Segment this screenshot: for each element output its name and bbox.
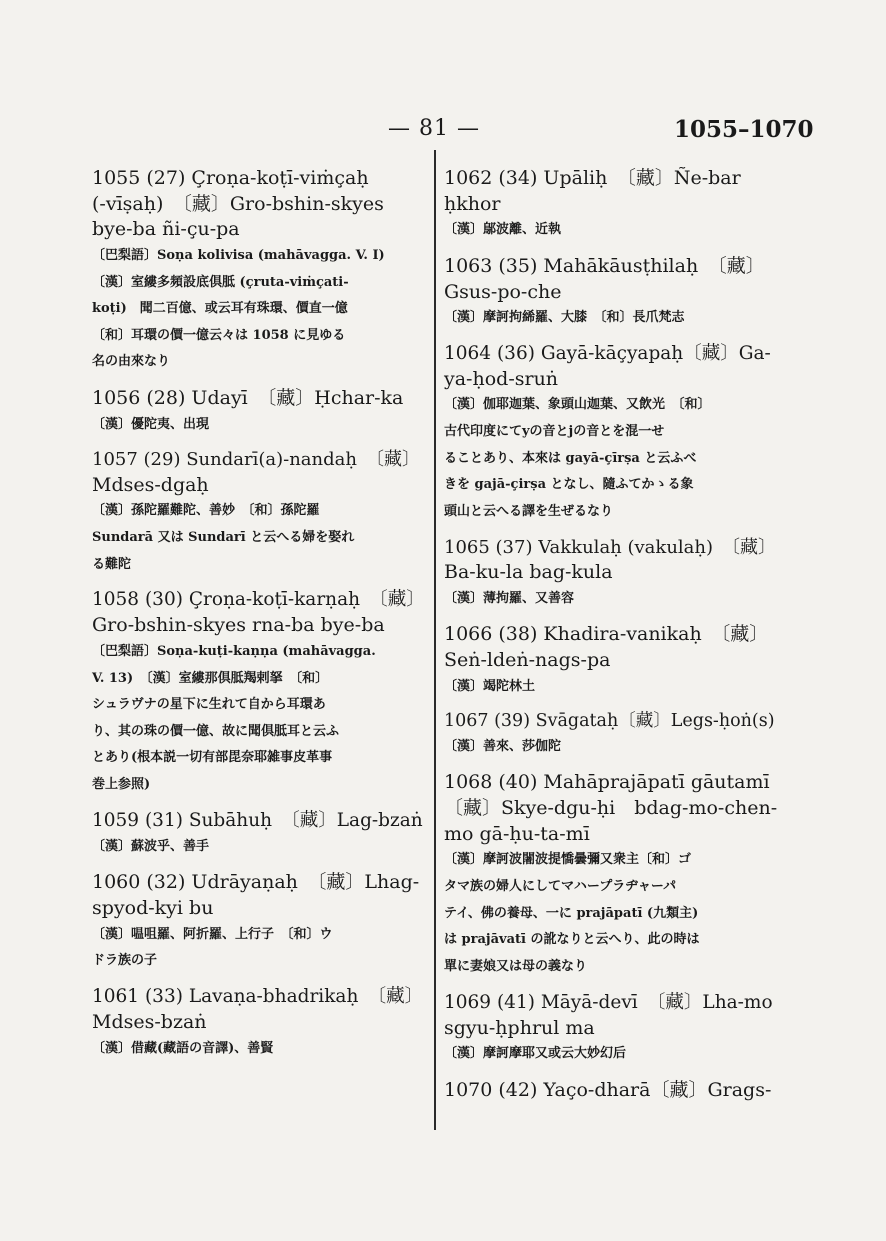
entry-headword-line: 1067 (39) Svāgataḥ〔藏〕Legs-ḥoṅ(s) xyxy=(444,711,775,732)
dictionary-entry xyxy=(92,985,426,1062)
entry-note-line: 〔漢〕薄拘羅、又善容 xyxy=(444,590,575,606)
entry-note-line: る難陀 xyxy=(92,556,132,572)
entry-headword-line: 1066 (38) Khadira-vanikaḥ 〔藏〕 xyxy=(444,623,769,646)
entry-note-line: koṭi) 聞二百億、或云耳有珠環、價直一億 xyxy=(92,301,348,317)
entry-note-line: 古代印度にてyの音とjの音とを混一せ xyxy=(444,424,665,440)
dictionary-entry xyxy=(92,166,426,376)
dictionary-entry xyxy=(444,1078,778,1104)
entry-note-line: 〔巴梨語〕Soṇa kolivisa (mahāvagga. V. I) xyxy=(92,247,385,263)
entry-note-line: 〔漢〕摩訶摩耶又或云大妙幻后 xyxy=(444,1046,627,1062)
column-divider xyxy=(434,150,436,1130)
dictionary-entry xyxy=(92,588,426,798)
entry-note-line: 巻上参照) xyxy=(92,777,151,793)
entry-headword-line: ḥkhor xyxy=(444,192,501,215)
dictionary-entry xyxy=(92,386,426,438)
dictionary-entry xyxy=(444,622,778,700)
entry-headword-line: 1065 (37) Vakkulaḥ (vakulaḥ) 〔藏〕 xyxy=(444,536,777,558)
entry-note-line: Sundarā 又は Sundarī と云へる婦を娶れ xyxy=(92,529,355,545)
entry-note-line: とあり(根本説一切有部毘奈耶雑事皮革事 xyxy=(92,750,333,766)
entry-headword-line: 1055 (27) Çroṇa-koṭī-viṁçaḥ xyxy=(92,167,369,189)
entry-headword-line: 1057 (29) Sundarī(a)-nandaḥ 〔藏〕 xyxy=(92,449,420,471)
entry-note-line: り、其の珠の價一億、故に聞倶胝耳と云ふ xyxy=(92,723,340,739)
entry-headword-line: Mdses-bzaṅ xyxy=(92,1010,207,1033)
entry-range: 1055–1070 xyxy=(674,116,814,143)
right-column xyxy=(444,166,778,1113)
entry-note-line: 〔漢〕鄔波離、近執 xyxy=(444,222,562,238)
dictionary-entry xyxy=(444,991,778,1068)
entry-note-line: シュラヴナの星下に生れて自から耳環あ xyxy=(92,697,326,713)
entry-note-line: 〔巴梨語〕Soṇa-kuṭi-kaṇṇa (mahāvagga. xyxy=(92,643,376,659)
dictionary-entry xyxy=(444,536,778,613)
entry-headword-line: 1061 (33) Lavaṇa-bhadrikaḥ 〔藏〕 xyxy=(92,985,424,1007)
entry-note-line: 〔漢〕借藏(藏語の音譯)、善賢 xyxy=(92,1040,274,1056)
entry-note-line: 〔漢〕伽耶迦葉、象頭山迦葉、又飲光 〔和〕 xyxy=(444,397,711,413)
left-column xyxy=(92,166,426,1072)
entry-note-line: ドラ族の子 xyxy=(92,953,158,969)
entry-note-line: 〔漢〕室縷多頻設底倶胝 (çruta-viṁçati- xyxy=(92,274,349,290)
dictionary-entry xyxy=(444,770,778,980)
dictionary-entry xyxy=(444,710,778,760)
entry-headword-line: Gsus-po-che xyxy=(444,280,562,303)
dictionary-entry xyxy=(92,870,426,975)
entry-note-line: テイ、佛の養母、一に prajāpatī (九類主) xyxy=(444,905,699,921)
entry-headword-line: 1056 (28) Udayī 〔藏〕Ḥchar-ka xyxy=(92,387,404,410)
entry-headword-line: 1070 (42) Yaço-dharā〔藏〕Grags- xyxy=(444,1078,772,1101)
entry-headword-line: Gro-bshin-skyes rna-ba bye-ba xyxy=(92,614,385,637)
entry-note-line: 〔漢〕蘇波乎、善手 xyxy=(92,838,210,854)
entry-note-line: 〔漢〕摩訶波闍波提憍曇彌又衆主〔和〕ゴ xyxy=(444,852,692,868)
entry-note-line: 單に妻娘又は母の義なり xyxy=(444,958,588,974)
entry-headword-line: 1059 (31) Subāhuḥ 〔藏〕Lag-bzaṅ xyxy=(92,809,423,831)
entry-note-line: 名の由來なり xyxy=(92,354,171,370)
entry-note-line: は prajāvatī の訛なりと云へり、此の時は xyxy=(444,932,700,948)
entry-headword-line: Seṅ-ldeṅ-nags-pa xyxy=(444,648,611,671)
entry-headword-line: 1064 (36) Gayā-kāçyapaḥ〔藏〕Ga- xyxy=(444,342,771,364)
entry-headword-line: Mdses-dgaḥ xyxy=(92,473,209,496)
entry-note-line: タマ族の婦人にしてマハープラヂャーパ xyxy=(444,878,677,894)
entry-headword-line: sgyu-ḥphrul ma xyxy=(444,1016,595,1039)
entry-headword-line: bye-ba ñi-çu-pa xyxy=(92,218,240,241)
dictionary-entry xyxy=(444,254,778,332)
entry-headword-line: ya-ḥod-sruṅ xyxy=(444,367,559,390)
dictionary-entry xyxy=(92,448,426,578)
entry-headword-line: 1063 (35) Mahākāusṭhilaḥ 〔藏〕 xyxy=(444,254,765,277)
entry-headword-line: spyod-kyi bu xyxy=(92,896,214,919)
page-number: — 81 — xyxy=(388,116,480,141)
entry-note-line: 〔漢〕竭陀林土 xyxy=(444,678,536,694)
dictionary-entry xyxy=(444,166,778,244)
dictionary-entry xyxy=(444,342,778,526)
entry-headword-line: 1058 (30) Çroṇa-koṭī-karṇaḥ 〔藏〕 xyxy=(92,589,425,611)
entry-note-line: きを gajā-çirṣa となし、隨ふてかゝる象 xyxy=(444,477,694,493)
entry-headword-line: Ba-ku-la bag-kula xyxy=(444,560,613,583)
entry-headword-line: 1068 (40) Mahāprajāpatī gāutamī xyxy=(444,771,770,794)
entry-note-line: V. 13) 〔漢〕室縷那倶胝羯剌拏 〔和〕 xyxy=(92,670,329,686)
entry-note-line: 〔漢〕孫陀羅難陀、善妙 〔和〕孫陀羅 xyxy=(92,503,320,519)
entry-headword-line: 1062 (34) Upāliḥ 〔藏〕Ñe-bar xyxy=(444,167,741,189)
entry-headword-line: (-vīṣaḥ) 〔藏〕Gro-bshin-skyes xyxy=(92,192,384,215)
entry-note-line: ることあり、本來は gayā-çīrṣa と云ふべ xyxy=(444,450,697,466)
entry-note-line: 〔漢〕摩訶拘絺羅、大膝 〔和〕長爪梵志 xyxy=(444,310,685,326)
entry-note-line: 〔漢〕優陀夷、出現 xyxy=(92,416,210,432)
entry-note-line: 頭山と云へる譯を生ぜるなり xyxy=(444,504,614,520)
entry-note-line: 〔和〕耳環の價一億云々は 1058 に見ゆる xyxy=(92,327,346,343)
entry-note-line: 〔漢〕善來、莎伽陀 xyxy=(444,738,562,754)
entry-headword-line: 1069 (41) Māyā-devī 〔藏〕Lha-mo xyxy=(444,991,773,1013)
dictionary-entry xyxy=(92,809,426,861)
entry-headword-line: 〔藏〕Skye-dgu-ḥi bdag-mo-chen- xyxy=(444,797,778,820)
entry-headword-line: 1060 (32) Udrāyaṇaḥ 〔藏〕Lhag- xyxy=(92,871,420,894)
entry-headword-line: mo gā-ḥu-ta-mī xyxy=(444,822,590,845)
entry-note-line: 〔漢〕嗢咀羅、阿折羅、上行子 〔和〕ウ xyxy=(92,926,333,942)
